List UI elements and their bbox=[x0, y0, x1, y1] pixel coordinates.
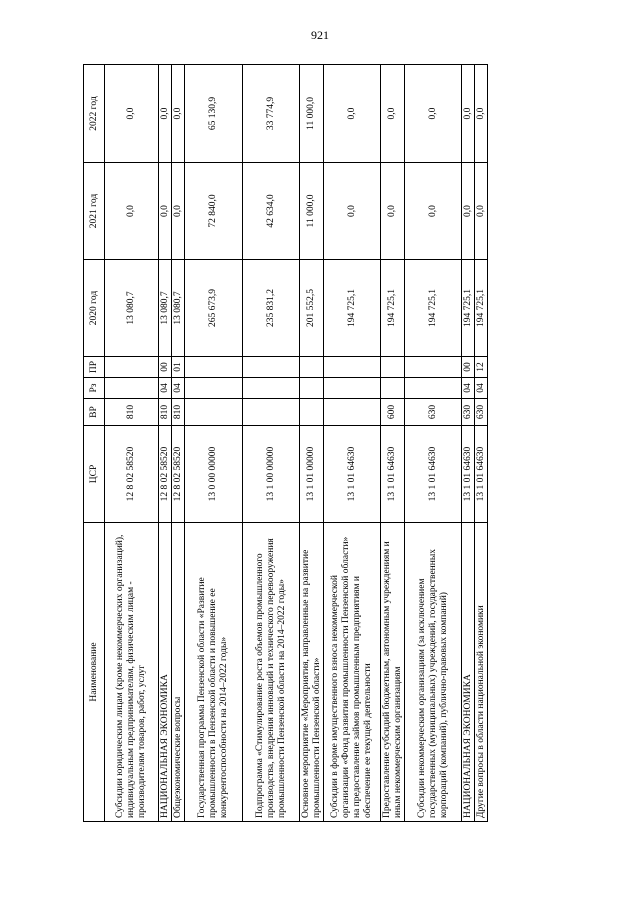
header-pr: ПР bbox=[84, 357, 105, 378]
table-row bbox=[405, 65, 462, 822]
cell-name: Предоставление субсидий бюджетным, автономным учреждениям и иным некоммерческим организациям bbox=[381, 523, 405, 822]
cell-2022: 0,0 bbox=[172, 65, 185, 163]
cell-vr: 630 bbox=[475, 399, 488, 426]
cell-vr: 600 bbox=[381, 399, 405, 426]
cell-rz bbox=[300, 378, 324, 399]
cell-rz: 04 bbox=[159, 378, 172, 399]
rotated-page-content bbox=[83, 65, 610, 822]
cell-2022: 0,0 bbox=[324, 65, 381, 163]
table-row bbox=[300, 65, 324, 822]
cell-vr: 630 bbox=[462, 399, 475, 426]
cell-2020: 194 725,1 bbox=[462, 260, 475, 357]
budget-table bbox=[83, 64, 488, 822]
cell-2020: 194 725,1 bbox=[381, 260, 405, 357]
cell-vr bbox=[300, 399, 324, 426]
table-row bbox=[324, 65, 381, 822]
cell-name: Основное мероприятие «Мероприятия, направленные на развитие промышленности Пензенской области» bbox=[300, 523, 324, 822]
cell-csr: 13 1 01 64630 bbox=[381, 426, 405, 523]
cell-name: Субсидии юридическим лицам (кроме некоммерческих организаций), индивидуальным предпринимателям, физическим лицам - производителям товаров, работ, услуг bbox=[105, 523, 159, 822]
cell-rz bbox=[324, 378, 381, 399]
cell-rz bbox=[185, 378, 243, 399]
cell-2020: 201 552,5 bbox=[300, 260, 324, 357]
cell-2021: 0,0 bbox=[475, 163, 488, 260]
cell-2020: 13 080,7 bbox=[105, 260, 159, 357]
cell-2021: 0,0 bbox=[159, 163, 172, 260]
cell-2021: 0,0 bbox=[462, 163, 475, 260]
cell-2021: 0,0 bbox=[324, 163, 381, 260]
cell-csr: 12 8 02 58520 bbox=[105, 426, 159, 523]
cell-2022: 0,0 bbox=[462, 65, 475, 163]
cell-rz bbox=[405, 378, 462, 399]
cell-2022: 0,0 bbox=[381, 65, 405, 163]
cell-name: Общеэкономические вопросы bbox=[172, 523, 185, 822]
cell-2022: 0,0 bbox=[475, 65, 488, 163]
page-number: 921 bbox=[311, 28, 329, 42]
header-vr: ВР bbox=[84, 399, 105, 426]
cell-vr bbox=[324, 399, 381, 426]
cell-2022: 33 774,9 bbox=[243, 65, 300, 163]
table-row bbox=[462, 65, 475, 822]
cell-2022: 11 000,0 bbox=[300, 65, 324, 163]
cell-2022: 65 130,9 bbox=[185, 65, 243, 163]
cell-csr: 13 1 00 00000 bbox=[243, 426, 300, 523]
cell-2022: 0,0 bbox=[105, 65, 159, 163]
cell-vr bbox=[243, 399, 300, 426]
cell-pr: 00 bbox=[159, 357, 172, 378]
table-row bbox=[172, 65, 185, 822]
cell-name: Государственная программа Пензенской области «Развитие промышленности в Пензенской области и повышение ее конкурентоспособности на 2014–2022 годы» bbox=[185, 523, 243, 822]
header-name: Наименование bbox=[84, 523, 105, 822]
table-row bbox=[475, 65, 488, 822]
cell-2021: 11 000,0 bbox=[300, 163, 324, 260]
cell-2021: 0,0 bbox=[105, 163, 159, 260]
cell-2021: 0,0 bbox=[381, 163, 405, 260]
cell-name: Субсидии в форме имущественного взноса некоммерческой организации «Фонд развития промышленности Пензенской области» на предоставление займов промышленным предприятиям и обеспечение ее текущей деятельности bbox=[324, 523, 381, 822]
cell-2020: 235 831,2 bbox=[243, 260, 300, 357]
cell-name: НАЦИОНАЛЬНАЯ ЭКОНОМИКА bbox=[159, 523, 172, 822]
cell-csr: 13 1 01 64630 bbox=[475, 426, 488, 523]
cell-2022: 0,0 bbox=[159, 65, 172, 163]
cell-pr bbox=[324, 357, 381, 378]
cell-2020: 194 725,1 bbox=[405, 260, 462, 357]
cell-csr: 13 1 01 00000 bbox=[300, 426, 324, 523]
cell-rz bbox=[243, 378, 300, 399]
cell-rz: 04 bbox=[475, 378, 488, 399]
cell-pr bbox=[105, 357, 159, 378]
header-csr: ЦСР bbox=[84, 426, 105, 523]
cell-csr: 13 0 00 00000 bbox=[185, 426, 243, 523]
cell-rz bbox=[381, 378, 405, 399]
cell-rz: 04 bbox=[172, 378, 185, 399]
cell-name: Другие вопросы в области национальной экономики bbox=[475, 523, 488, 822]
header-2022: 2022 год bbox=[84, 65, 105, 163]
table-row bbox=[159, 65, 172, 822]
cell-vr: 810 bbox=[172, 399, 185, 426]
cell-2021: 72 840,0 bbox=[185, 163, 243, 260]
table-row bbox=[185, 65, 243, 822]
table-row bbox=[381, 65, 405, 822]
cell-pr bbox=[300, 357, 324, 378]
cell-2020: 265 673,9 bbox=[185, 260, 243, 357]
cell-vr: 630 bbox=[405, 399, 462, 426]
cell-2020: 13 080,7 bbox=[172, 260, 185, 357]
header-2021: 2021 год bbox=[84, 163, 105, 260]
cell-2021: 0,0 bbox=[172, 163, 185, 260]
cell-name: НАЦИОНАЛЬНАЯ ЭКОНОМИКА bbox=[462, 523, 475, 822]
cell-vr: 810 bbox=[105, 399, 159, 426]
cell-2021: 42 634,0 bbox=[243, 163, 300, 260]
cell-2021: 0,0 bbox=[405, 163, 462, 260]
cell-name: Субсидии некоммерческим организациям (за исключением государственных (муниципальных) учреждений, государственных корпораций (компаний), публично-правовых компаний) bbox=[405, 523, 462, 822]
cell-pr bbox=[243, 357, 300, 378]
cell-2020: 194 725,1 bbox=[324, 260, 381, 357]
cell-2022: 0,0 bbox=[405, 65, 462, 163]
cell-2020: 194 725,1 bbox=[475, 260, 488, 357]
cell-2020: 13 080,7 bbox=[159, 260, 172, 357]
cell-csr: 12 8 02 58520 bbox=[172, 426, 185, 523]
cell-csr: 13 1 01 64630 bbox=[405, 426, 462, 523]
cell-pr: 01 bbox=[172, 357, 185, 378]
table-row bbox=[105, 65, 159, 822]
cell-vr: 810 bbox=[159, 399, 172, 426]
cell-csr: 13 1 01 64630 bbox=[324, 426, 381, 523]
cell-pr: 00 bbox=[462, 357, 475, 378]
cell-pr bbox=[381, 357, 405, 378]
table-row bbox=[243, 65, 300, 822]
cell-pr bbox=[405, 357, 462, 378]
cell-rz bbox=[105, 378, 159, 399]
cell-pr bbox=[185, 357, 243, 378]
table-header-row bbox=[84, 65, 105, 822]
cell-csr: 12 8 02 58520 bbox=[159, 426, 172, 523]
cell-vr bbox=[185, 399, 243, 426]
header-rz: Рз bbox=[84, 378, 105, 399]
cell-pr: 12 bbox=[475, 357, 488, 378]
cell-name: Подпрограмма «Стимулирование роста объемов промышленного производства, внедрения инноваций и технического перевооружения промышленности Пензенской области на 2014–2022 годы» bbox=[243, 523, 300, 822]
cell-rz: 04 bbox=[462, 378, 475, 399]
cell-csr: 13 1 01 64630 bbox=[462, 426, 475, 523]
header-2020: 2020 год bbox=[84, 260, 105, 357]
